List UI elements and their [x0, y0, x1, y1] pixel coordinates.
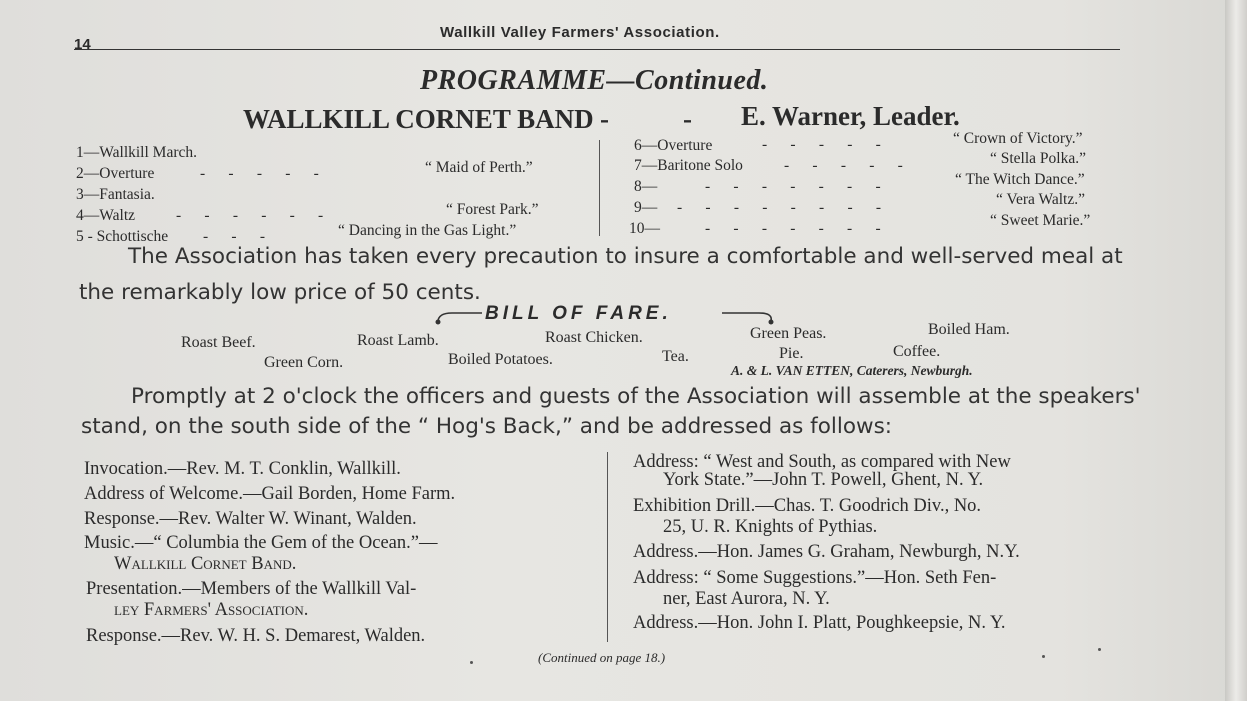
program-entry: Address of Welcome.—Gail Borden, Home Farm. — [84, 484, 456, 504]
program-entry: Presentation.—Members of the Wallkill Val- — [86, 579, 417, 599]
page-edge — [1225, 0, 1247, 701]
item-name: Schottische — [96, 228, 169, 245]
item-number: 3— — [76, 186, 100, 203]
program-entry: Invocation.—Rev. M. T. Conklin, Wallkill. — [84, 459, 401, 479]
item-number: 6— — [634, 137, 658, 154]
program-entry: Music.—“ Columbia the Gem of the Ocean.”— — [84, 533, 438, 553]
program-entry: Address: “ Some Suggestions.”—Hon. Seth Fen- — [633, 568, 997, 588]
program-entry-continued: ley Farmers' Association. — [114, 600, 309, 620]
program-entry: Address.—Hon. James G. Graham, Newburgh, N.Y. — [633, 542, 1020, 562]
paper-speck — [1042, 655, 1045, 658]
music-item — [634, 178, 657, 196]
leader-dashes: - - - - - - - — [705, 178, 881, 195]
menu-item: Roast Beef. — [181, 334, 256, 351]
menu-item: Roast Chicken. — [545, 329, 643, 346]
band-leader: E. Warner, Leader. — [741, 101, 960, 131]
item-number: 1— — [76, 144, 100, 161]
band-dash: - — [683, 104, 692, 134]
running-head: Wallkill Valley Farmers' Association. — [440, 24, 720, 41]
music-item — [634, 199, 657, 217]
item-number: 8— — [634, 178, 658, 195]
item-title: “ Sweet Marie.” — [990, 212, 1091, 229]
music-item — [76, 207, 135, 225]
item-name: Wallkill March. — [99, 144, 198, 161]
leader-dashes: - - - - - - — [176, 207, 324, 224]
music-item — [629, 220, 660, 238]
meal-paragraph-line: the remarkably low price of 50 cents. — [79, 280, 481, 305]
music-item — [76, 144, 197, 162]
band-dash: - — [600, 104, 609, 134]
music-item — [76, 165, 154, 183]
meal-paragraph-line: The Association has taken every precaution to insure a comfortable and well-served meal at — [128, 244, 1123, 269]
paper-speck — [470, 661, 473, 664]
menu-item: Tea. — [662, 348, 689, 365]
menu-item: Green Peas. — [750, 325, 827, 342]
program-entry: Address: “ West and South, as compared with New — [633, 452, 1011, 472]
item-number: 2— — [76, 165, 100, 182]
item-number: 7— — [634, 157, 658, 174]
item-number: 10— — [629, 220, 660, 237]
bill-of-fare-title: BILL OF FARE. — [485, 303, 672, 324]
program-entry-continued: Wallkill Cornet Band. — [114, 554, 297, 574]
item-title: “ The Witch Dance.” — [955, 171, 1085, 188]
item-title: “ Maid of Perth.” — [425, 159, 533, 176]
item-number: 9— — [634, 199, 658, 216]
item-title: “ Forest Park.” — [446, 201, 539, 218]
continued-note: (Continued on page 18.) — [538, 650, 666, 665]
header-rule — [74, 49, 1120, 50]
program-entry-continued: ner, East Aurora, N. Y. — [663, 589, 830, 609]
item-title: “ Crown of Victory.” — [953, 130, 1083, 147]
column-divider — [599, 140, 600, 236]
program-entry: Address.—Hon. John I. Platt, Poughkeepsie, N. Y. — [633, 613, 1006, 633]
music-item — [634, 157, 743, 175]
speakers-paragraph-line: Promptly at 2 o'clock the officers and guests of the Association will assemble at the speakers' — [131, 384, 1141, 409]
leader-dashes: - - - - - - - — [705, 220, 881, 237]
program-entry-continued: York State.”—John T. Powell, Ghent, N. Y. — [663, 470, 984, 490]
menu-item: Green Corn. — [264, 354, 344, 371]
music-item — [76, 186, 155, 204]
program-entry: Exhibition Drill.—Chas. T. Goodrich Div., No. — [633, 496, 982, 516]
menu-item: Coffee. — [893, 343, 941, 360]
leader-dashes: - - - - - - - - — [677, 199, 882, 216]
music-item — [634, 137, 712, 155]
item-number: 5 - — [76, 228, 97, 245]
item-title: “ Vera Waltz.” — [996, 191, 1085, 208]
speakers-paragraph-line: stand, on the south side of the “ Hog's Back,” and be addressed as follows: — [81, 414, 893, 439]
item-name: Overture — [657, 137, 713, 154]
leader-dashes: - - - - - — [762, 136, 881, 153]
leader-dashes: - - - - - — [784, 157, 903, 174]
leader-dashes: - - - — [203, 228, 265, 245]
item-number: 4— — [76, 207, 100, 224]
menu-item: Boiled Ham. — [928, 321, 1010, 338]
page-number: 14 — [74, 36, 91, 53]
program-entry: Response.—Rev. W. H. S. Demarest, Walden. — [86, 626, 426, 646]
item-name: Fantasia. — [99, 186, 155, 203]
item-title: “ Dancing in the Gas Light.” — [338, 222, 517, 239]
item-title: “ Stella Polka.” — [990, 150, 1086, 167]
item-name: Overture — [99, 165, 155, 182]
item-name: Baritone Solo — [657, 157, 743, 174]
paper-speck — [1098, 648, 1101, 651]
column-divider — [607, 452, 608, 642]
menu-item: Boiled Potatoes. — [448, 351, 553, 368]
programme-title: PROGRAMME—Continued. — [420, 65, 769, 96]
menu-item: Roast Lamb. — [357, 332, 439, 349]
program-entry: Response.—Rev. Walter W. Winant, Walden. — [84, 509, 417, 529]
item-name: Waltz — [99, 207, 136, 224]
band-name: WALLKILL CORNET BAND — [243, 104, 594, 134]
caterers-credit: A. & L. VAN ETTEN, Caterers, Newburgh. — [731, 363, 973, 378]
leader-dashes: - - - - - — [200, 165, 319, 182]
program-entry-continued: 25, U. R. Knights of Pythias. — [663, 517, 878, 537]
menu-item: Pie. — [779, 345, 804, 362]
